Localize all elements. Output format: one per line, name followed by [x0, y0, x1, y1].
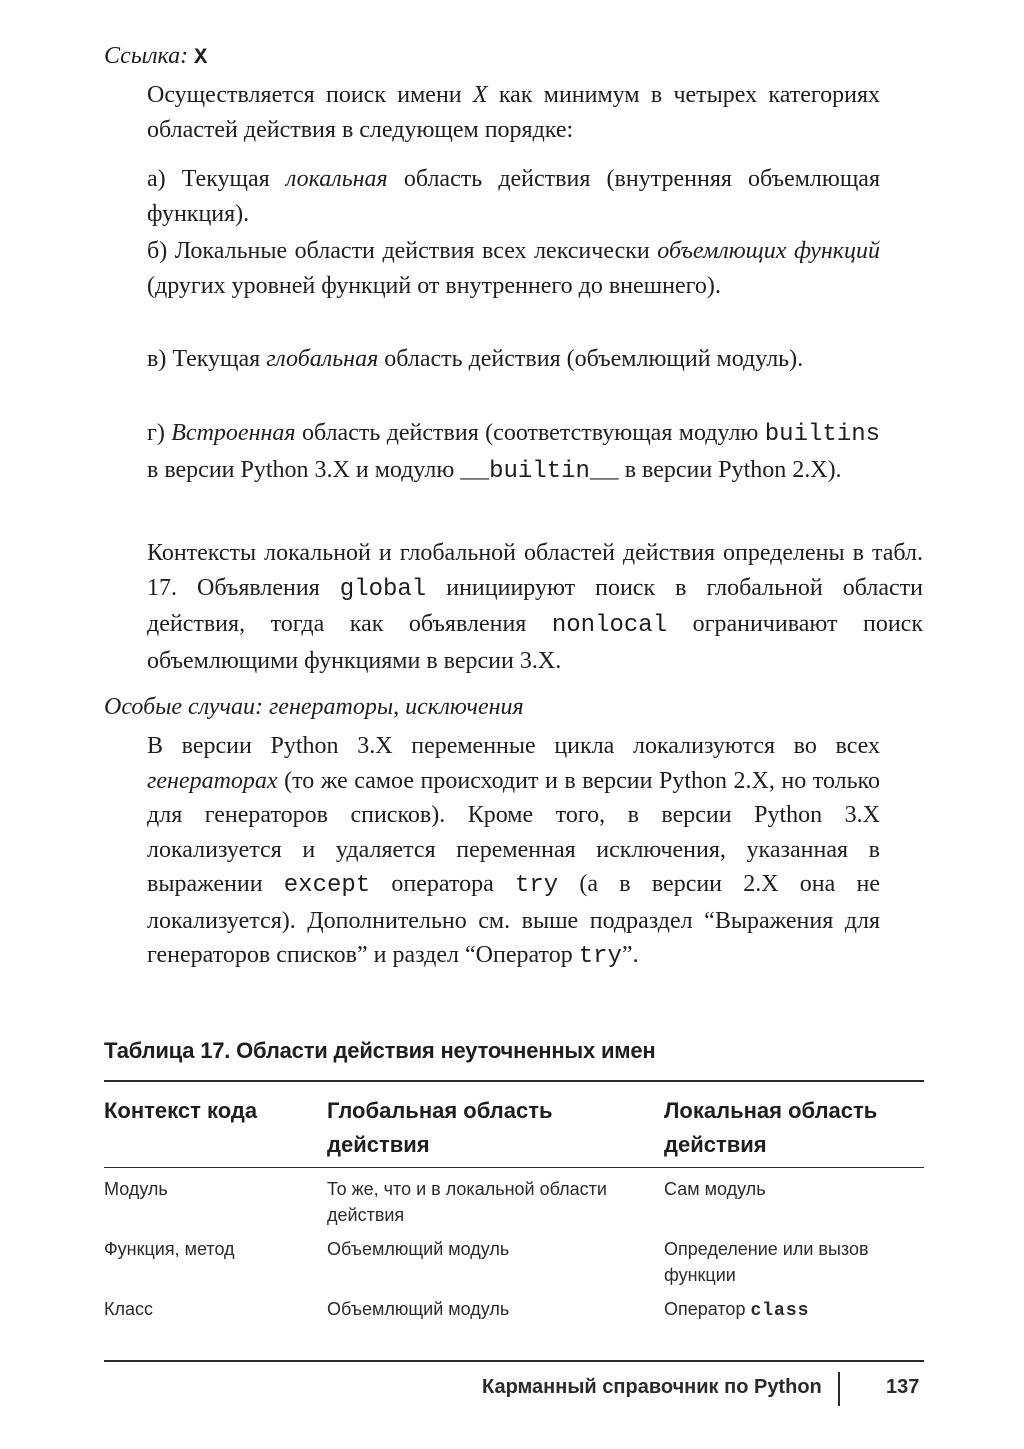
cell-global: Объемлющий модуль: [327, 1239, 510, 1259]
table-title: Таблица 17. Области действия неуточненных имен: [104, 1038, 656, 1063]
table-header-rule: [104, 1167, 924, 1168]
special-emphasis: генераторах: [147, 767, 278, 794]
cell-context: Класс: [104, 1299, 153, 1319]
footer-book-title: Карманный справочник по Python: [482, 1376, 822, 1398]
entry-heading: [104, 40, 207, 74]
item-d-emphasis: Встроенная: [171, 420, 296, 446]
entry-label: Ссылка:: [104, 43, 189, 69]
item-b-emphasis: объемлющих функций: [657, 238, 880, 264]
item-d-text-1: г): [147, 420, 172, 446]
footer-divider: [838, 1372, 840, 1406]
cell-global: То же, что и в локальной области действия: [327, 1179, 607, 1225]
contexts-text-3: ограничивают поиск объемлющими функциями в версии 3.X.: [147, 611, 923, 674]
item-b-text-1: б) Локальные области действия всех лексически: [147, 238, 658, 264]
special-code-except: except: [283, 872, 371, 899]
cell-local-text: Сам модуль: [664, 1179, 766, 1199]
special-cases-heading: Особые случаи: генераторы, исключения: [104, 694, 524, 720]
contexts-code-global: global: [339, 575, 427, 603]
item-a: [147, 162, 880, 231]
item-d-text-2: область действия (соответствующая модулю: [295, 420, 765, 446]
special-code-try: try: [515, 872, 559, 899]
item-c: [147, 342, 880, 377]
special-text-3: оператора: [370, 871, 515, 897]
item-d-text-3: в версии Python 3.X и модулю: [147, 456, 461, 483]
item-c-text-1: в) Текущая: [147, 346, 267, 372]
contexts-code-nonlocal: nonlocal: [551, 612, 668, 639]
cell-local: [664, 1296, 914, 1324]
special-code-try-2: try: [578, 943, 622, 970]
item-b-text-2: (других уровней функций от внутреннего до внешнего).: [147, 272, 721, 299]
item-d-code-builtin: __builtin__: [460, 457, 619, 485]
cell-local: [664, 1176, 914, 1204]
contexts-paragraph: [147, 536, 923, 678]
cell-context: Функция, метод: [104, 1239, 235, 1259]
special-text-2: (то же самое происходит и в версии Python 2.X, но только для генераторов списков). Кроме того, в версии Python 3.X локализуется и удаляется переменная исключения, указанная в выражении: [147, 767, 880, 897]
intro-name: X: [472, 82, 488, 108]
cell-global: Объемлющий модуль: [327, 1299, 510, 1319]
intro-text-1: Осуществляется поиск имени: [147, 82, 473, 108]
table-bottom-rule: [104, 1360, 924, 1362]
contexts-text-2: инициируют поиск в глобальной области действия, тогда как объявления: [147, 574, 923, 637]
item-d-text-4: в версии Python 2.X).: [618, 456, 842, 483]
special-text-1: В версии Python 3.X переменные цикла локализуются во всех: [147, 733, 880, 759]
item-c-text-2: область действия (объемлющий модуль).: [378, 346, 804, 372]
contexts-text-1: Контексты локальной и глобальной областей действия определены в табл. 17. Объявления: [147, 540, 923, 601]
special-text-4: (а в версии 2.X она не локализуется). Дополнительно см. выше подраздел “Выражения для генераторов списков” и раздел “Оператор: [147, 871, 881, 968]
item-a-text-2: область действия (внутренняя объемлющая функция).: [147, 166, 880, 227]
item-d: [147, 416, 880, 489]
cell-context: Модуль: [104, 1179, 168, 1199]
intro-paragraph: [147, 78, 880, 147]
item-d-code-builtins: builtins: [764, 421, 880, 448]
special-cases-paragraph: [147, 729, 880, 975]
cell-local-text: Оператор: [664, 1299, 751, 1319]
item-a-text-1: а) Текущая: [147, 166, 286, 192]
cell-local: [664, 1236, 884, 1290]
header-global: Глобальная область действия: [327, 1098, 553, 1157]
table-top-rule: [104, 1080, 924, 1082]
special-text-5: ”.: [621, 942, 639, 968]
item-b: [147, 234, 880, 303]
item-a-emphasis: локальная: [285, 166, 388, 192]
intro-text-2: как минимум в четырех категориях областей действия в следующем порядке:: [147, 82, 880, 143]
item-c-emphasis: глобальная: [266, 346, 379, 372]
header-local: Локальная область действия: [664, 1098, 878, 1157]
header-context: Контекст кода: [104, 1098, 258, 1123]
cell-local-text: Определение или вызов функции: [664, 1239, 869, 1285]
cell-local-code: class: [750, 1301, 810, 1321]
page-number: 137: [886, 1376, 920, 1398]
entry-name: X: [194, 45, 208, 70]
